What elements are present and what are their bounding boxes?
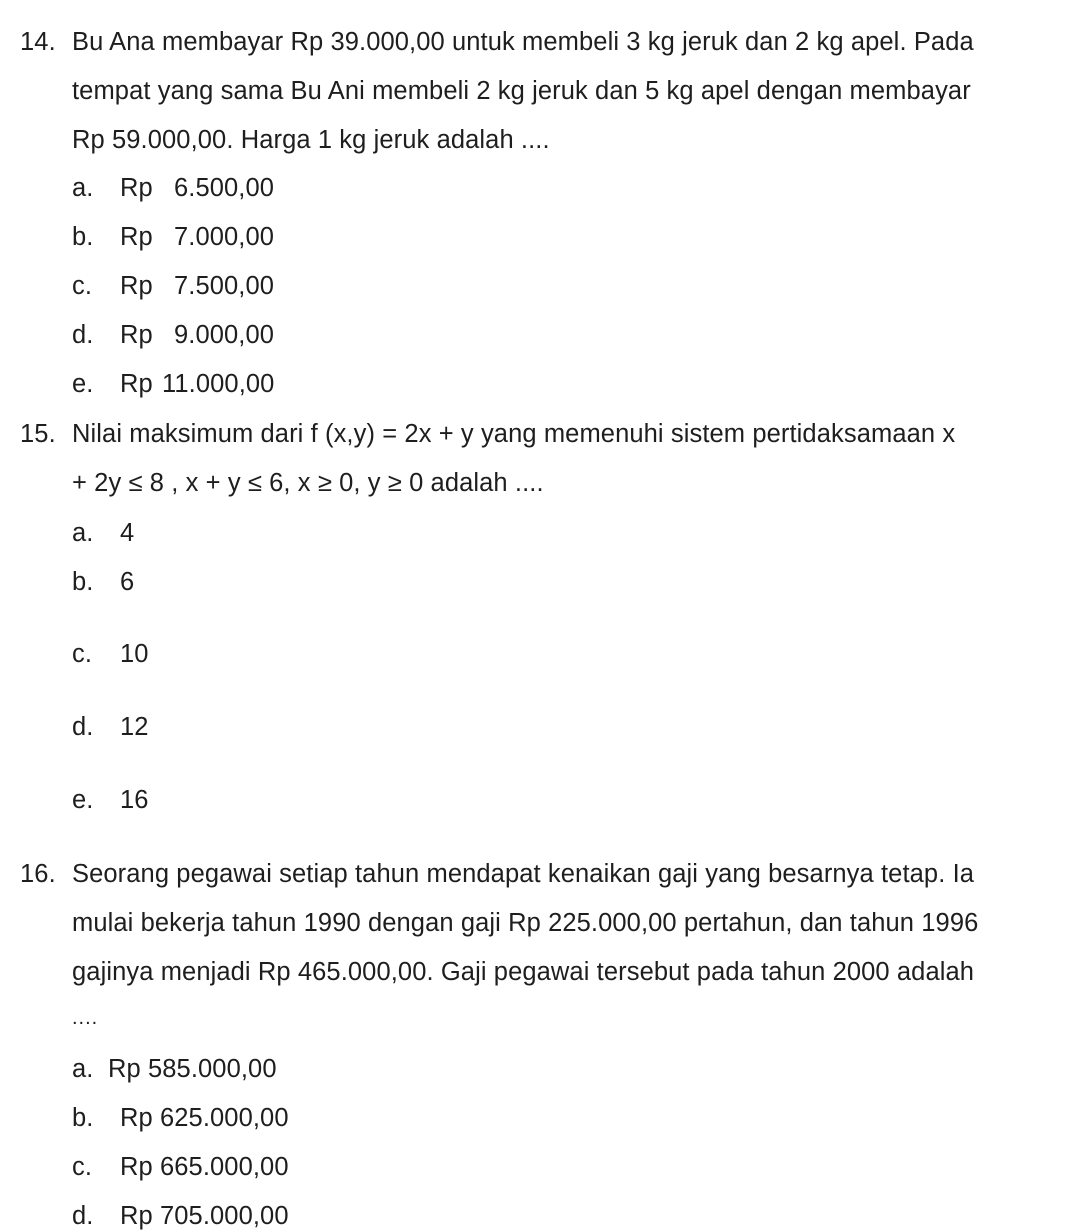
option-value: 10 (120, 640, 149, 668)
option-value: 12 (120, 713, 149, 741)
option-14-b[interactable] (72, 223, 274, 252)
question-line: Nilai maksimum dari f (x,y) = 2x + y yang memenuhi sistem pertidaksamaan x (72, 420, 956, 448)
option-currency: Rp (120, 272, 153, 300)
option-letter: a. (72, 174, 94, 202)
option-amount: 9.000,00 (174, 321, 275, 349)
question-line: tempat yang sama Bu Ani membeli 2 kg jeruk dan 5 kg apel dengan membayar (72, 77, 971, 105)
question-number: 14. (20, 28, 56, 56)
option-letter: e. (72, 370, 94, 398)
option-value: 16 (120, 786, 149, 814)
option-letter: c. (72, 272, 93, 300)
option-15-a[interactable] (72, 519, 134, 548)
option-letter: b. (72, 223, 94, 251)
option-currency: Rp (120, 321, 153, 349)
option-14-c[interactable] (72, 272, 274, 301)
question-line: Seorang pegawai setiap tahun mendapat kenaikan gaji yang besarnya tetap. Ia (72, 860, 975, 888)
question-line: mulai bekerja tahun 1990 dengan gaji Rp 225.000,00 pertahun, dan tahun 1996 (72, 909, 979, 937)
option-14-e[interactable] (72, 370, 274, 399)
option-letter: d. (72, 321, 94, 349)
option-14-a[interactable] (72, 174, 274, 203)
question-number: 15. (20, 420, 56, 448)
option-16-a[interactable] (72, 1055, 277, 1084)
option-15-d[interactable] (72, 713, 149, 742)
option-letter: c. (72, 640, 93, 668)
option-amount: 7.000,00 (174, 223, 275, 251)
option-amount: 7.500,00 (174, 272, 275, 300)
option-letter: a. (72, 519, 94, 547)
option-letter: b. (72, 568, 94, 596)
option-value: 6 (120, 568, 135, 596)
option-text: Rp 625.000,00 (120, 1104, 289, 1132)
question-line: gajinya menjadi Rp 465.000,00. Gaji pegawai tersebut pada tahun 2000 adalah (72, 958, 975, 986)
option-15-e[interactable] (72, 786, 149, 815)
option-letter: d. (72, 1202, 94, 1230)
option-16-b[interactable] (72, 1104, 289, 1133)
option-amount: 11.000,00 (162, 370, 275, 398)
question-number: 16. (20, 860, 56, 888)
option-letter: b. (72, 1104, 94, 1132)
question-ellipsis: .... (72, 1007, 99, 1029)
option-text: Rp 585.000,00 (108, 1055, 277, 1083)
option-amount: 6.500,00 (174, 174, 275, 202)
option-value: 4 (120, 519, 135, 547)
option-text: Rp 705.000,00 (120, 1202, 289, 1230)
option-14-d[interactable] (72, 321, 274, 350)
question-line: Rp 59.000,00. Harga 1 kg jeruk adalah .... (72, 126, 550, 154)
option-16-d[interactable] (72, 1202, 289, 1231)
option-letter: a. (72, 1055, 94, 1083)
option-letter: d. (72, 713, 94, 741)
option-15-c[interactable] (72, 640, 149, 669)
question-line: + 2y ≤ 8 , x + y ≤ 6, x ≥ 0, y ≥ 0 adalah .... (72, 469, 544, 497)
option-letter: c. (72, 1153, 93, 1181)
option-letter: e. (72, 786, 94, 814)
option-currency: Rp (120, 174, 153, 202)
question-line: Bu Ana membayar Rp 39.000,00 untuk membeli 3 kg jeruk dan 2 kg apel. Pada (72, 28, 974, 56)
option-15-b[interactable] (72, 568, 134, 597)
option-text: Rp 665.000,00 (120, 1153, 289, 1181)
option-currency: Rp (120, 223, 153, 251)
option-16-c[interactable] (72, 1153, 289, 1182)
option-currency: Rp (120, 370, 153, 398)
